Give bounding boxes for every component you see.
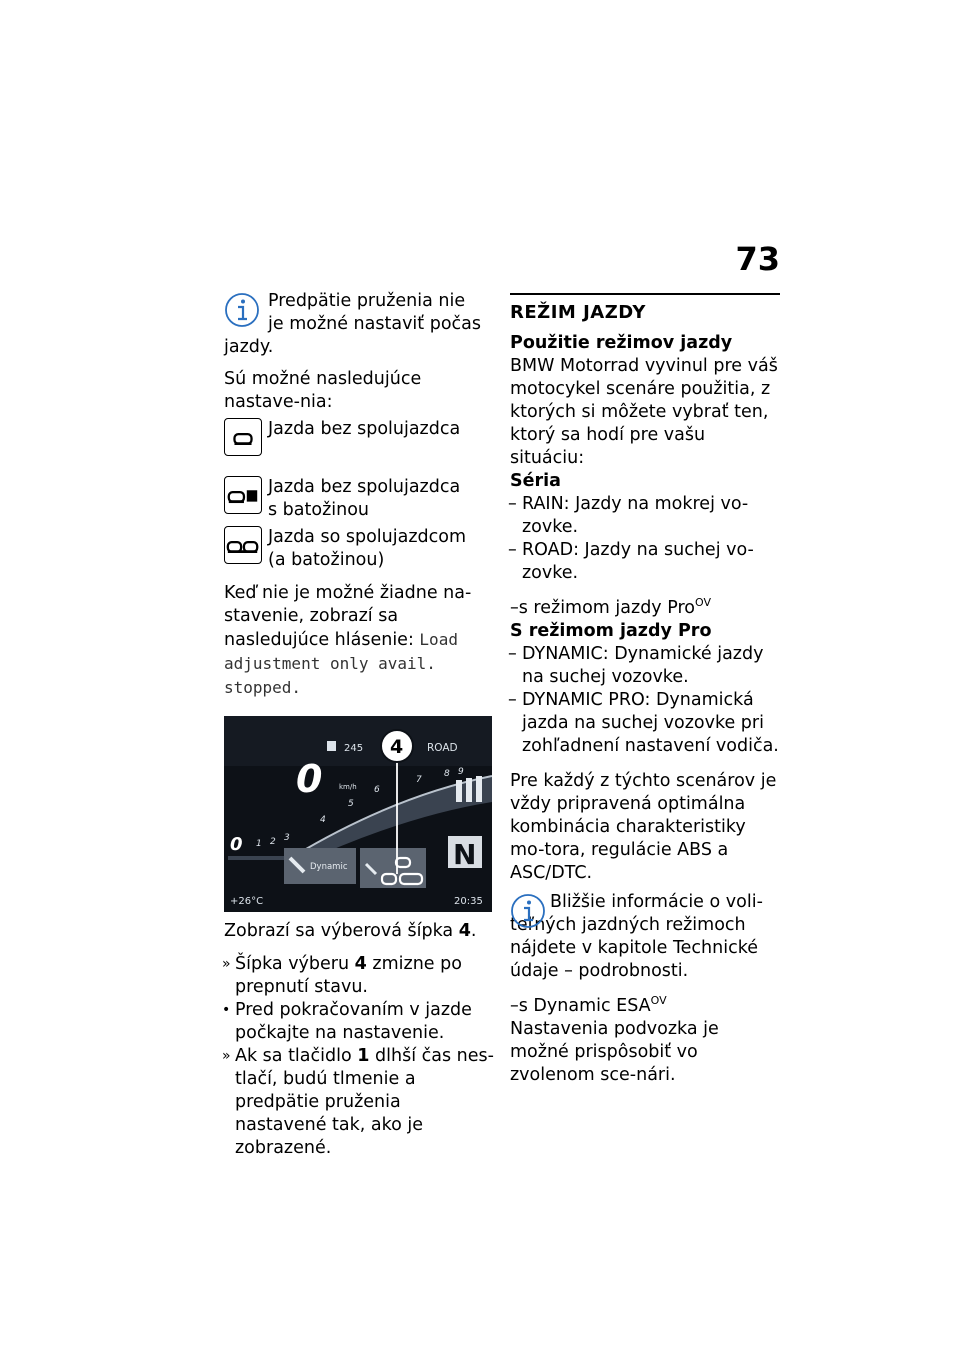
- load-option-label: Jazda so spolujazdcom: [268, 527, 466, 547]
- dash-icon: –: [508, 690, 517, 710]
- list-item: [224, 953, 496, 999]
- step-ref: 4: [354, 954, 367, 974]
- list-item: [510, 689, 780, 758]
- rpm-tick-label: 6: [374, 785, 380, 795]
- dash-icon: –: [508, 494, 517, 514]
- rpm-tick-label: 1: [256, 839, 262, 849]
- left-column: [224, 290, 496, 1160]
- option-note: –s Dynamic $ESA^{OV}$: [510, 994, 667, 1016]
- step-text: Šípka výberu: [235, 954, 350, 974]
- figure-caption: [224, 920, 496, 943]
- rpm-tick-label: 4: [320, 815, 326, 825]
- bullet-icon: •: [222, 1002, 231, 1018]
- dash-icon: –: [508, 540, 517, 560]
- info-note-line: je možné nastaviť počas: [268, 314, 481, 334]
- subsection-title: Použitie režimov jazdy: [510, 333, 733, 353]
- steps-list: [224, 953, 496, 1160]
- list-text: RAIN: Jazdy na mokrej vo-zovke.: [522, 494, 749, 537]
- esa-text: Nastavenia podvozka je možné prispôsobiť vo zvolenom sce-nári.: [510, 1019, 719, 1085]
- list-item: [510, 493, 780, 539]
- caption-ref: 4: [458, 921, 471, 941]
- result-icon: »: [222, 1048, 231, 1064]
- gauge-zero: 0: [230, 834, 243, 855]
- rpm-tick-label: 8: [444, 769, 450, 779]
- pro-list: [510, 643, 780, 758]
- list-item: [510, 539, 780, 585]
- load-option: [224, 418, 496, 464]
- ov-mark: OV: [694, 596, 711, 610]
- message-code: Load adjustment only avail. stopped.: [224, 630, 458, 697]
- step-text: Pred pokračovaním v jazde počkajte na nastavenie.: [235, 1000, 472, 1043]
- ov-mark: OV: [650, 994, 667, 1008]
- temperature: +26°C: [230, 896, 264, 907]
- rider-luggage-icon: [224, 476, 262, 514]
- rider-passenger-icon: [224, 526, 262, 564]
- list-item: [510, 643, 780, 689]
- mode-label: ROAD: [427, 742, 458, 754]
- ride-mode-label: Dynamic: [310, 862, 348, 872]
- message-intro: Keď nie je možné žiadne na-stavenie, zobrazí sa nasledujúce hlásenie:: [224, 583, 472, 650]
- speed-unit: km/h: [339, 783, 357, 791]
- list-text: ROAD: Jazdy na suchej vo-zovke.: [522, 540, 754, 583]
- load-option-label: (a batožinou): [268, 550, 385, 570]
- dashboard-image: [224, 716, 492, 912]
- page-number: 73: [735, 240, 780, 278]
- list-item: [224, 999, 496, 1045]
- caption-end: .: [470, 921, 477, 941]
- info-note: [510, 891, 780, 983]
- pro-title: S režimom jazdy Pro: [510, 621, 712, 641]
- option-text: s režimom jazdy Pro: [518, 598, 695, 618]
- info-note-line: Predpätie pruženia nie: [268, 291, 466, 311]
- section-title: REŽIM JAZDY: [510, 302, 646, 323]
- load-option-label: Jazda bez spolujazdca: [268, 419, 461, 439]
- settings-intro: Sú možné nasledujúce nastave-nia:: [224, 369, 422, 412]
- result-icon: »: [222, 956, 231, 972]
- gear-value: N: [453, 838, 477, 871]
- step-text: zmizne po prepnutí stavu.: [235, 954, 462, 997]
- list-text: DYNAMIC: Dynamické jazdy na suchej vozovke.: [522, 644, 764, 687]
- step-text: Ak sa tlačidlo: [235, 1046, 352, 1066]
- dashboard-display: [224, 716, 492, 912]
- step-ref: 1: [357, 1046, 370, 1066]
- option-note: –s režimom jazdy Pro$^{OV}$: [510, 596, 711, 618]
- fuel-icon: [327, 741, 336, 751]
- rpm-tick-label: 5: [348, 799, 354, 809]
- info-note: [224, 290, 496, 336]
- load-option: [224, 526, 496, 572]
- rpm-tick-label: 3: [284, 833, 290, 843]
- info-icon: [510, 893, 546, 929]
- section-divider: [510, 293, 780, 295]
- rpm-tick-label: 2: [270, 837, 276, 847]
- scenario-text: Pre každý z týchto scenárov je vždy pripravená optimálna kombinácia charakteristiky mo-tora, regulácie ABS a ASC/DTC.: [510, 771, 777, 883]
- rider-only-icon: [224, 418, 262, 456]
- rpm-tick-label: 9: [458, 767, 464, 777]
- series-list: [510, 493, 780, 585]
- speed-value: 0: [296, 757, 323, 801]
- caption-text: Zobrazí sa výberová šípka: [224, 921, 454, 941]
- load-option-label: Jazda bez spolujazdca: [268, 477, 461, 497]
- right-column: [510, 293, 780, 1087]
- info-note-text: Bližšie informácie o voli-teľných jazdných režimoch nájdete v kapitole Technické údaje – podrobnosti.: [510, 892, 763, 981]
- info-icon: [224, 292, 260, 328]
- load-option: [224, 476, 496, 522]
- message-text: [224, 582, 496, 700]
- step-text: dlhší čas nes-tlačí, budú tlmenie a predpätie pruženia nastavené tak, ako je zobrazené.: [235, 1046, 494, 1158]
- rpm-tick-label: 7: [416, 775, 422, 785]
- dash-icon: –: [508, 644, 517, 664]
- load-option-label: s batožinou: [268, 500, 370, 520]
- callout-number: 4: [390, 736, 404, 758]
- intro-text: BMW Motorrad vyvinul pre váš motocykel scenáre použitia, z ktorých si môžete vybrať ten, ktorý sa hodí pre vašu situáciu:: [510, 356, 778, 468]
- clock: 20:35: [454, 896, 483, 907]
- series-title: Séria: [510, 471, 561, 491]
- list-item: [224, 1045, 496, 1160]
- list-text: DYNAMIC PRO: Dynamická jazda na suchej vozovke pri zohľadnení nastavení vodiča.: [522, 690, 779, 756]
- info-note-line: jazdy.: [224, 337, 274, 357]
- range-value: 245: [344, 743, 364, 754]
- option-text: s Dynamic ESA: [518, 996, 651, 1016]
